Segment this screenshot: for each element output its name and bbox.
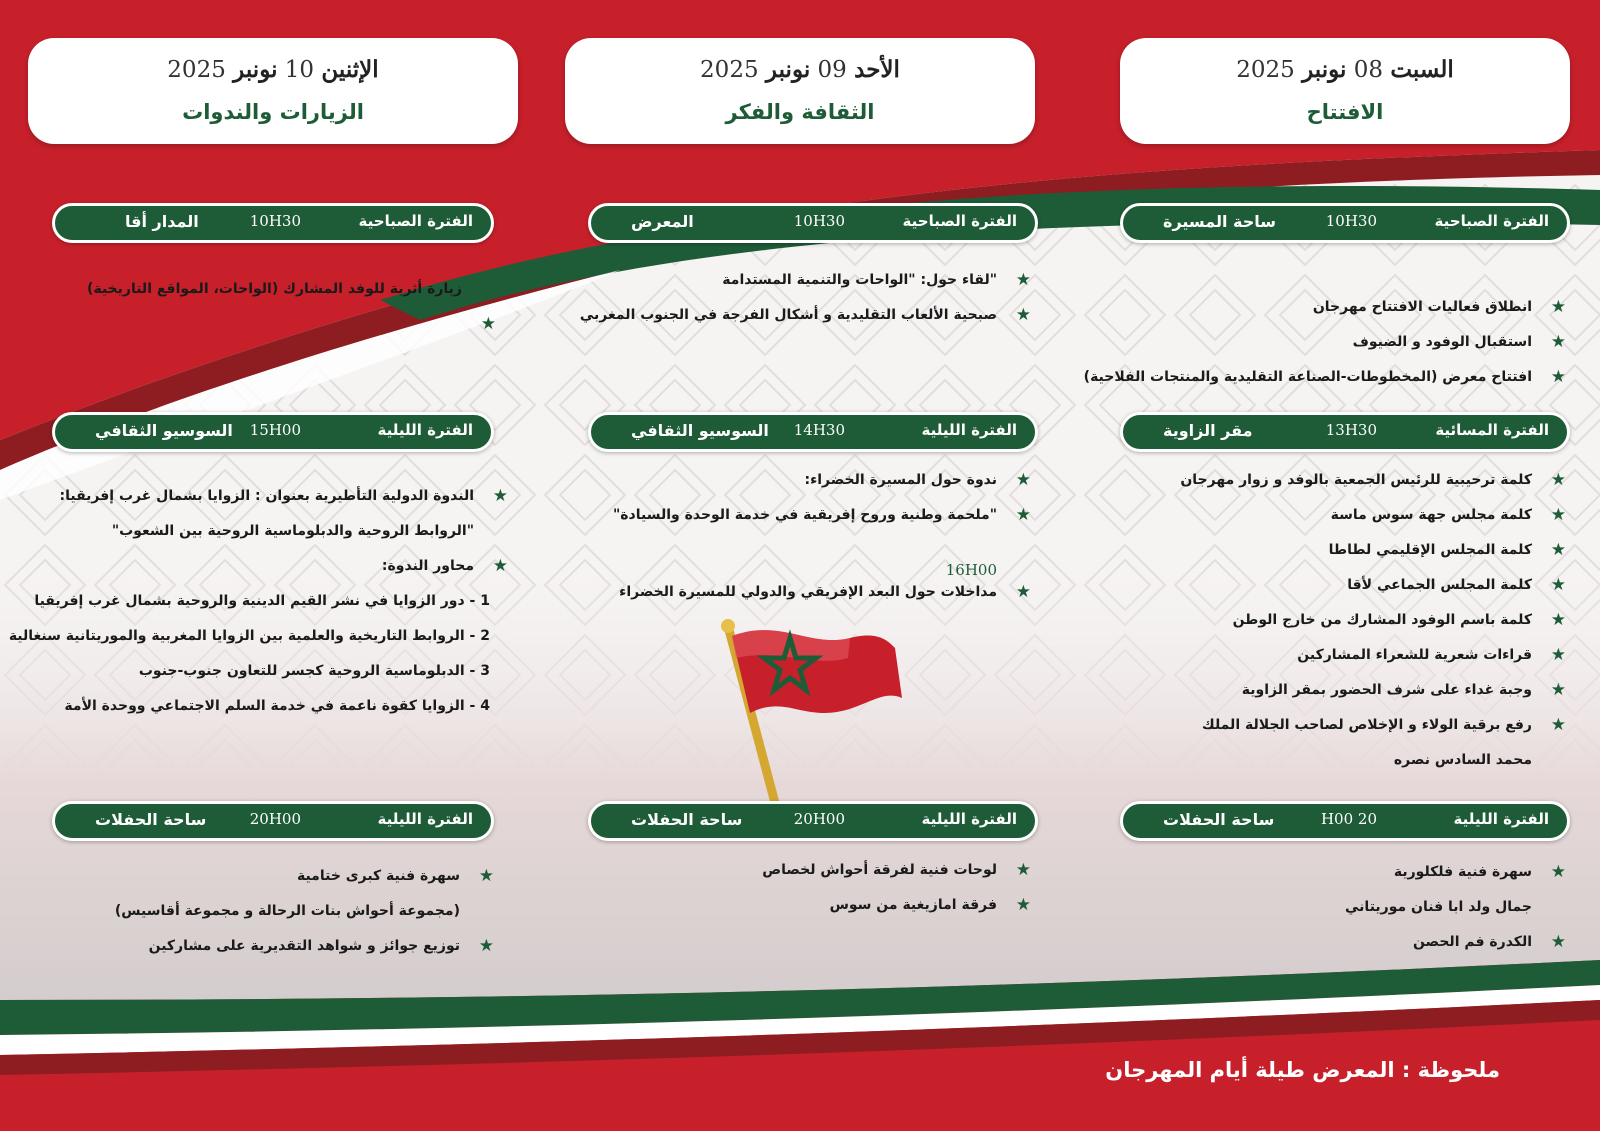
session-header [52, 203, 494, 243]
list-item: ★ لوحات فنية لفرقة أحواش لخصاص [762, 860, 1031, 880]
session-period: الفترة الليلية [921, 421, 1017, 439]
star-icon: ★ [1550, 715, 1566, 735]
month-name: نونبر [233, 56, 278, 83]
session-header [52, 801, 494, 841]
list-item: 4 - الزوايا كقوة ناعمة في خدمة السلم الاجتماعي ووحدة الأمة [64, 698, 490, 714]
star-icon: ★ [1015, 895, 1031, 915]
session-location: المعرض [631, 212, 694, 231]
session-period: الفترة المسائية [1435, 421, 1549, 439]
day-date [1120, 56, 1570, 83]
list-item [585, 538, 1035, 558]
session-time: 10H30 [1325, 212, 1377, 230]
day-theme: الثقافة والفكر [725, 100, 875, 124]
session-items [585, 858, 1035, 928]
session-items [585, 468, 1035, 615]
list-item: ★ انطلاق فعاليات الافتتاح مهرجان [1312, 297, 1566, 317]
day-name: السبت [1390, 56, 1454, 83]
star-icon: ★ [1550, 862, 1566, 882]
session-location: المدار أقا [125, 212, 199, 231]
list-item: ★ سهرة فنية فلكلورية [1393, 862, 1566, 882]
day-theme: الافتتاح [1306, 100, 1384, 124]
star-icon: ★ [478, 936, 494, 956]
month-name: نونبر [1302, 56, 1347, 83]
session-items [1083, 295, 1570, 400]
list-item: "الروابط الروحية والدبلوماسية الروحية بين الشعوب" [111, 523, 474, 539]
list-item: ★ الكدرة فم الحصن [1412, 932, 1566, 952]
list-item: ★ وجبة غداء على شرف الحضور بمقر الزاوية [1241, 680, 1566, 700]
star-icon: ★ [1550, 367, 1566, 387]
session-time: 20H00 [249, 810, 301, 828]
list-item: جمال ولد ابا فنان موريتاني [1345, 899, 1532, 915]
session-period: الفترة الليلية [1453, 810, 1549, 828]
session-items [1120, 860, 1570, 965]
day-number: 10 [284, 57, 315, 83]
session-time: 20H00 [793, 810, 845, 828]
list-item: ★ استقبال الوفود و الضيوف [1352, 332, 1566, 352]
list-item: ★ زيارة أثرية للوفد المشارك (الواحات، المواقع التاريخية) [86, 279, 496, 299]
year: 2025 [1236, 57, 1295, 83]
day-name: الأحد [854, 56, 900, 83]
session-period: الفترة الصباحية [1434, 212, 1549, 230]
session-period: الفترة الليلية [377, 421, 473, 439]
session-period: الفترة الليلية [377, 810, 473, 828]
list-item: ★ محاور الندوة: [381, 556, 508, 576]
list-item: ★ كلمة المجلس الجماعي لأقا [1347, 575, 1566, 595]
session-time: 15H00 [249, 421, 301, 439]
year: 2025 [167, 57, 226, 83]
day-date [565, 56, 1035, 83]
list-item: ★ كلمة باسم الوفود المشارك من خارج الوطن [1232, 610, 1566, 630]
session-time: 10H30 [249, 212, 301, 230]
session-time: 13H30 [1325, 421, 1377, 439]
list-item: ★ الندوة الدولية التأطيرية بعنوان : الزوايا بشمال غرب إفريقيا: [59, 486, 508, 506]
star-icon: ★ [1015, 582, 1031, 602]
session-items [579, 268, 1035, 338]
list-item: ★ كلمة مجلس جهة سوس ماسة [1330, 505, 1566, 525]
list-item: ★ فرقة امازيغية من سوس [829, 895, 1031, 915]
star-icon: ★ [1550, 297, 1566, 317]
star-icon: ★ [1550, 575, 1566, 595]
day-header [28, 38, 518, 144]
footer-note: ملحوظة : المعرض طيلة أيام المهرجان [1105, 1058, 1500, 1082]
list-item: ★ مداخلات حول البعد الإفريقي والدولي للمسيرة الخضراء [619, 582, 1031, 602]
list-item: ★ "ملحمة وطنية وروح إفريقية في خدمة الوحدة والسيادة" [613, 505, 1031, 525]
list-item: ★ سهرة فنية كبرى ختامية [296, 866, 494, 886]
session-time: 14H30 [793, 421, 845, 439]
session-header [588, 203, 1038, 243]
star-icon: ★ [1550, 610, 1566, 630]
session-items [48, 864, 498, 969]
session-location: ساحة الحفلات [95, 810, 207, 829]
star-icon: ★ [1550, 332, 1566, 352]
star-icon: ★ [1015, 305, 1031, 325]
session-time: 20 H00 [1320, 810, 1377, 828]
session-items [1120, 468, 1570, 783]
session-header [1120, 801, 1570, 841]
session-items [8, 484, 512, 729]
session-location: مقر الزاوية [1163, 421, 1253, 440]
list-item: ★ "لقاء حول: "الواحات والتنمية المستدامة [722, 270, 1031, 290]
list-item: ★ كلمة المجلس الإقليمي لطاطا [1328, 540, 1566, 560]
list-item: (مجموعة أحواش بنات الرحالة و مجموعة أقاسيس) [114, 903, 460, 919]
list-item: ★ صبحية الألعاب التقليدية و أشكال الفرجة في الجنوب المغربي [579, 305, 1031, 325]
star-icon: ★ [1550, 932, 1566, 952]
day-header [565, 38, 1035, 144]
list-item: محمد السادس نصره [1393, 752, 1532, 768]
session-location: ساحة الحفلات [631, 810, 743, 829]
list-item: 2 - الروابط التاريخية والعلمية بين الزوايا المغربية والموريتانية سنغالية [8, 628, 490, 644]
year: 2025 [700, 57, 759, 83]
session-header [1120, 412, 1570, 452]
session-header [588, 801, 1038, 841]
session-header [1120, 203, 1570, 243]
star-icon: ★ [1550, 680, 1566, 700]
session-period: الفترة الصباحية [358, 212, 473, 230]
star-icon: ★ [492, 556, 508, 576]
star-icon: ★ [480, 279, 496, 299]
session-header [588, 412, 1038, 452]
list-item: ★ ندوة حول المسيرة الخضراء: [804, 470, 1031, 490]
star-icon: ★ [1550, 645, 1566, 665]
day-date [28, 56, 518, 83]
session-items [50, 277, 500, 347]
session-period: الفترة الصباحية [902, 212, 1017, 230]
month-name: نونبر [765, 56, 811, 83]
star-icon: ★ [1550, 470, 1566, 490]
star-icon: ★ [1015, 470, 1031, 490]
list-item: 3 - الدبلوماسية الروحية كجسر للتعاون جنوب-جنوب [138, 663, 490, 679]
star-icon: ★ [1550, 540, 1566, 560]
session-location: السوسيو الثقافي [631, 421, 769, 440]
list-item: ★ رفع برقية الولاء و الإخلاص لصاحب الجلالة الملك [1201, 715, 1566, 735]
session-location: ساحة المسيرة [1163, 212, 1276, 231]
session-location: ساحة الحفلات [1163, 810, 1275, 829]
day-column [579, 0, 1035, 1131]
star-icon: ★ [1550, 505, 1566, 525]
star-icon: ★ [1015, 860, 1031, 880]
star-icon: ★ [1015, 505, 1031, 525]
day-name: الإثنين [321, 56, 379, 83]
list-item [50, 312, 500, 347]
day-number: 09 [817, 57, 847, 83]
day-theme: الزيارات والندوات [182, 100, 364, 124]
day-header [1120, 38, 1570, 144]
list-item: ★ توزيع جوائز و شواهد التقديرية على مشاركين [148, 936, 494, 956]
star-icon: ★ [492, 486, 508, 506]
list-item: ★ قراءات شعرية للشعراء المشاركين [1297, 645, 1566, 665]
session-time: 10H30 [793, 212, 845, 230]
list-item: ★ كلمة ترحيبية للرئيس الجمعية بالوفد و زوار مهرجان [1180, 470, 1566, 490]
session-location: السوسيو الثقافي [95, 421, 233, 440]
day-column [8, 0, 508, 1131]
star-icon: ★ [478, 866, 494, 886]
day-number: 08 [1353, 57, 1383, 83]
list-item: 1 - دور الزوايا في نشر القيم الدينية والروحية بشمال غرب إفريقيا [34, 593, 490, 609]
session-header [52, 412, 494, 452]
star-icon: ★ [480, 314, 496, 334]
day-column [1083, 0, 1570, 1131]
session-period: الفترة الليلية [921, 810, 1017, 828]
list-item: ★ افتتاح معرض (المخطوطات-الصناعة التقليدية والمنتجات الفلاحية) [1083, 367, 1566, 387]
star-icon: ★ [1015, 270, 1031, 290]
list-item: 16H00 [945, 561, 997, 579]
